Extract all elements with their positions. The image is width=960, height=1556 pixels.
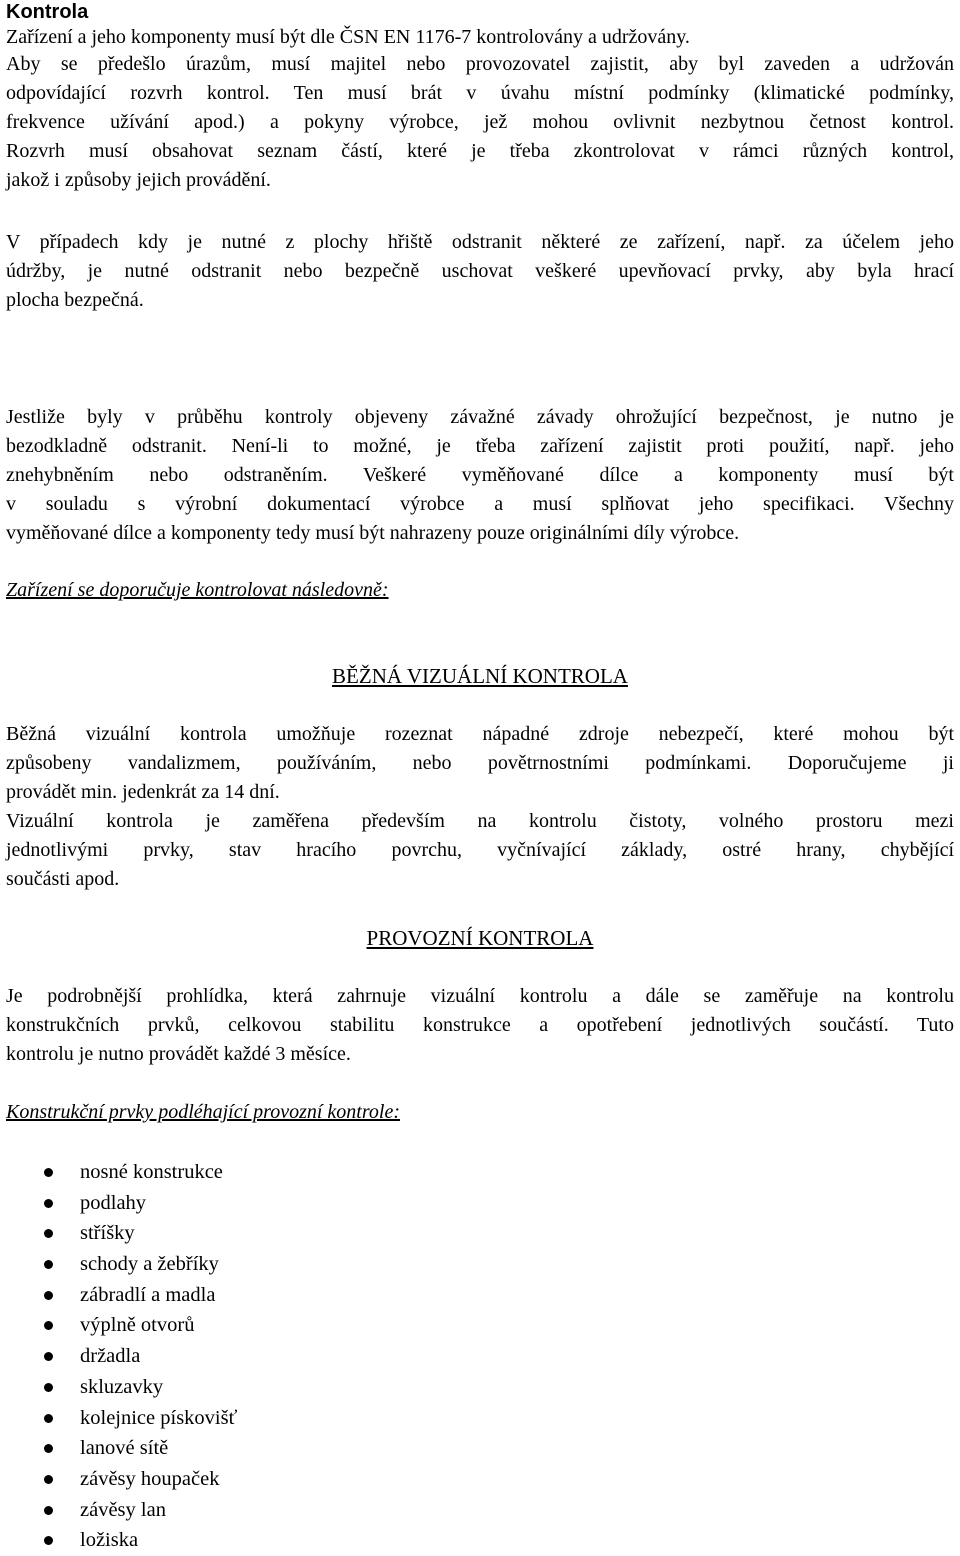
- intro-line: Aby se předešlo úrazům, musí majitel nebo provozovatel zajistit, aby byl zaveden a udržován: [6, 53, 954, 75]
- intro-paragraph: [6, 24, 954, 195]
- operational-line-last: kontrolu je nutno provádět každé 3 měsíce.: [6, 1043, 351, 1065]
- bullet-icon: [44, 1168, 53, 1177]
- list-item: [6, 1372, 237, 1403]
- elements-list: [6, 1157, 237, 1556]
- elements-heading: Konstrukční prvky podléhající provozní kontrole:: [6, 1101, 400, 1123]
- intro-line: Rozvrh musí obsahovat seznam částí, které je třeba zkontrolovat v rámci různých kontrol,: [6, 140, 954, 162]
- document-title: Kontrola: [6, 1, 89, 23]
- removal-line-last: plocha bezpečná.: [6, 289, 144, 311]
- bullet-icon: [44, 1383, 53, 1392]
- document-page: [6, 0, 954, 1553]
- list-item-label: stříšky: [80, 1222, 135, 1245]
- list-item: [6, 1433, 237, 1464]
- list-item: [6, 1403, 237, 1434]
- operational-line: Je podrobnější prohlídka, která zahrnuje vizuální kontrolu a dále se zaměřuje na kontrolu: [6, 985, 954, 1007]
- list-item: [6, 1218, 237, 1249]
- intro-line: odpovídající rozvrh kontrol. Ten musí brát v úvahu místní podmínky (klimatické podmínky,: [6, 82, 954, 104]
- visual-line-last: provádět min. jedenkrát za 14 dní.: [6, 781, 280, 803]
- operational-inspection-heading: PROVOZNÍ KONTROLA: [366, 926, 594, 950]
- bullet-icon: [44, 1229, 53, 1238]
- bullet-icon: [44, 1414, 53, 1423]
- list-item: [6, 1464, 237, 1495]
- recommendation-heading: Zařízení se doporučuje kontrolovat následovně:: [6, 579, 389, 601]
- list-item-label: lanové sítě: [80, 1437, 169, 1460]
- defects-paragraph: [6, 403, 954, 548]
- list-item: [6, 1341, 237, 1372]
- bullet-icon: [44, 1475, 53, 1484]
- defects-line: bezodkladně odstranit. Není-li to možné, je třeba zařízení zajistit proti použití, např. jeho: [6, 435, 954, 457]
- list-item-label: ložiska: [80, 1529, 139, 1552]
- list-item-label: schody a žebříky: [80, 1253, 219, 1276]
- list-item: [6, 1188, 237, 1219]
- visual-focus-line-last: součásti apod.: [6, 868, 120, 890]
- visual-inspection-heading: BĚŽNÁ VIZUÁLNÍ KONTROLA: [332, 664, 628, 688]
- list-item-label: výplně otvorů: [80, 1314, 195, 1337]
- bullet-icon: [44, 1536, 53, 1545]
- bullet-icon: [44, 1444, 53, 1453]
- bullet-icon: [44, 1199, 53, 1208]
- list-item-label: skluzavky: [80, 1375, 164, 1398]
- visual-focus-line: jednotlivými prvky, stav hracího povrchu, vyčnívající základy, ostré hrany, chybějící: [6, 839, 954, 861]
- intro-line-last: jakož i způsoby jejich provádění.: [6, 169, 271, 191]
- bullet-icon: [44, 1291, 53, 1300]
- defects-line: Jestliže byly v průběhu kontroly objeveny závažné závady ohrožující bezpečnost, je nutno je: [6, 406, 954, 428]
- bullet-icon: [44, 1321, 53, 1330]
- list-item: [6, 1249, 237, 1280]
- list-item-label: kolejnice pískovišť: [80, 1406, 238, 1429]
- list-item-label: nosné konstrukce: [80, 1161, 223, 1183]
- removal-paragraph: [6, 228, 954, 315]
- defects-line: znehybněním nebo odstraněním. Veškeré vyměňované dílce a komponenty musí být: [6, 464, 954, 486]
- intro-line: frekvence užívání apod.) a pokyny výrobce, jež mohou ovlivnit nezbytnou četnost kontrol.: [6, 111, 954, 133]
- defects-line-last: vyměňované dílce a komponenty tedy musí být nahrazeny pouze originálními díly výrobce.: [6, 522, 740, 544]
- list-item-label: zábradlí a madla: [80, 1283, 216, 1306]
- removal-line: údržby, je nutné odstranit nebo bezpečně uschovat veškeré upevňovací prvky, aby byla hrací: [6, 260, 954, 282]
- bullet-icon: [44, 1506, 53, 1515]
- list-item: [6, 1495, 237, 1526]
- visual-line: Běžná vizuální kontrola umožňuje rozeznat nápadné zdroje nebezpečí, které mohou být: [6, 723, 954, 745]
- visual-line: způsobeny vandalizmem, používáním, nebo povětrnostními podmínkami. Doporučujeme ji: [6, 752, 954, 774]
- intro-line-1: Zařízení a jeho komponenty musí být dle ČSN EN 1176-7 kontrolovány a udržovány.: [6, 26, 690, 48]
- bullet-icon: [44, 1352, 53, 1361]
- operational-inspection-paragraph: [6, 982, 954, 1069]
- list-item: [6, 1157, 237, 1188]
- operational-line: konstrukčních prvků, celkovou stabilitu konstrukce a opotřebení jednotlivých součástí. Tuto: [6, 1014, 954, 1036]
- defects-line: v souladu s výrobní dokumentací výrobce a musí splňovat jeho specifikaci. Všechny: [6, 493, 954, 515]
- list-item: [6, 1525, 237, 1556]
- list-item: [6, 1280, 237, 1311]
- list-item-label: závěsy houpaček: [80, 1467, 220, 1490]
- list-item-label: závěsy lan: [80, 1498, 166, 1521]
- bullet-icon: [44, 1260, 53, 1269]
- removal-line: V případech kdy je nutné z plochy hřiště odstranit některé ze zařízení, např. za účelem jeho: [6, 231, 954, 253]
- list-item-label: podlahy: [80, 1191, 147, 1214]
- visual-inspection-paragraph: [6, 720, 954, 894]
- visual-focus-line: Vizuální kontrola je zaměřena především na kontrolu čistoty, volného prostoru mezi: [6, 810, 954, 832]
- list-item-label: držadla: [80, 1345, 141, 1368]
- list-item: [6, 1310, 237, 1341]
